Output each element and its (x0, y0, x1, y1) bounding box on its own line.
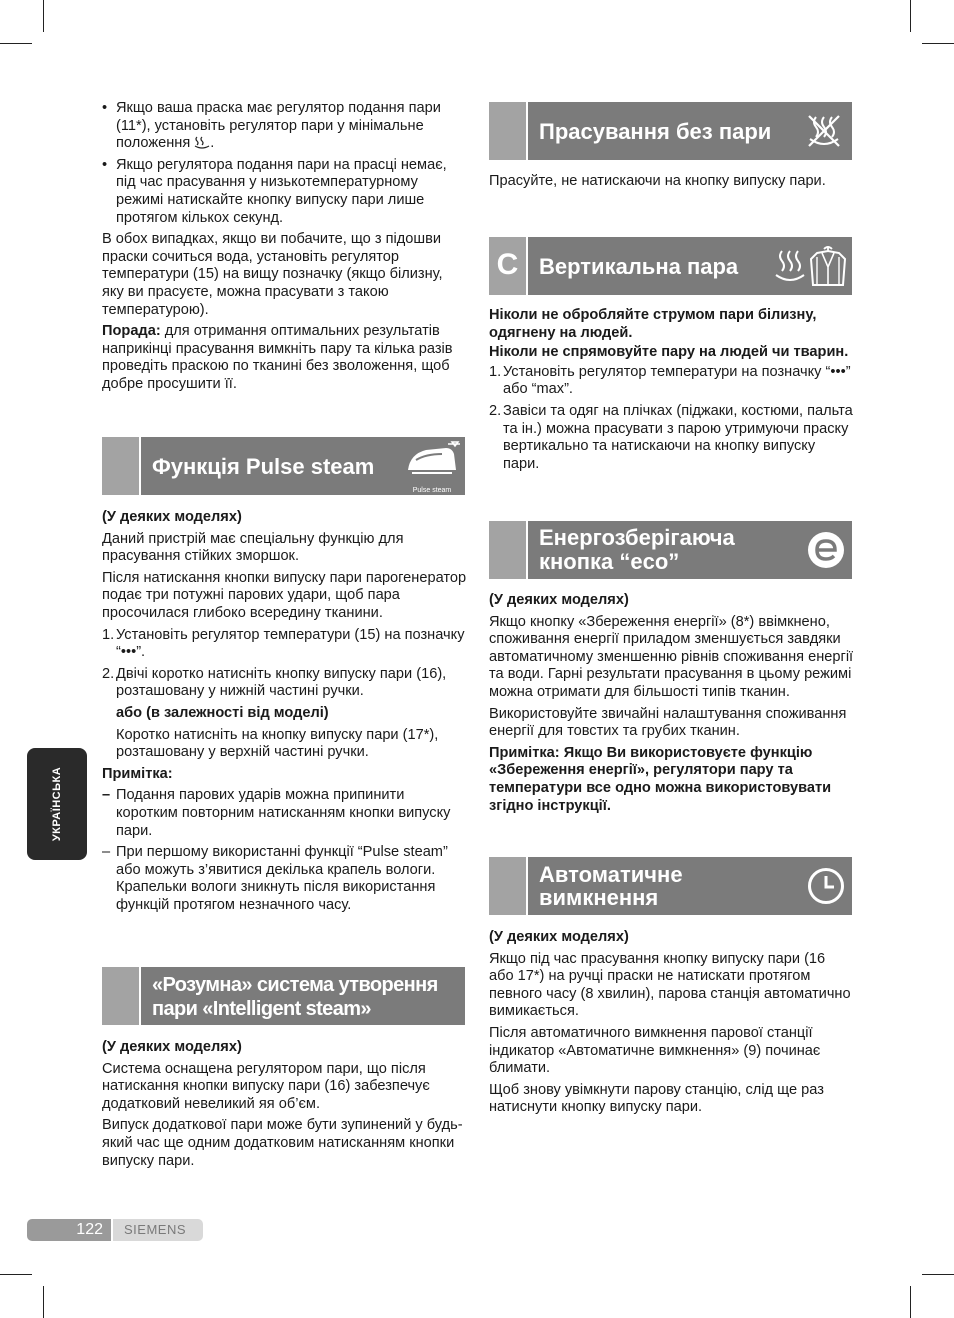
models-note: (У деяких моделях) (489, 592, 629, 608)
brand-name: SIEMENS (124, 1222, 187, 1237)
list-item: • Якщо ваша праска має регулятор подання пари (11*), установіть регулятор пари у мінімальне положення . (102, 100, 441, 152)
section-title: Автоматичне вимкнення (539, 862, 683, 910)
section-header-auto-off (489, 857, 852, 915)
page-number: 122 (76, 1221, 103, 1238)
list-item: • Якщо регулятора подання пари на прасці немає, під час прасування у низькотемпературному режимі натискайте кнопку випуску пари лише протягом кількох секунд. (102, 156, 447, 226)
paragraph: Після натискання кнопки випуску пари парогенератор подає три потужні парових удари, щоб пара просочилася глибоко всередину тканини. (102, 569, 467, 621)
eco-icon (807, 531, 845, 569)
jacket-icon (809, 245, 847, 287)
eco-body (489, 592, 855, 819)
list-item: – Подання парових ударів можна припинити коротким повторним натисканням кнопки випуску пари. (102, 787, 451, 839)
section-header-vertical-steam (489, 237, 852, 295)
note: Примітка: Якщо Ви використовуєте функцію «Збереження енергії», регулятори пару та температури все одно можна використовувати згідно інструкції. (489, 744, 832, 814)
section-header-dry-ironing (489, 102, 852, 160)
header-tab (102, 967, 139, 1025)
tip-label: Порада: (102, 323, 161, 340)
language-tab: УКРАЇНСЬКА (27, 748, 87, 860)
auto-off-body (489, 929, 853, 1121)
tab-letter: C (496, 248, 519, 281)
warning: Ніколи не спрямовуйте пару на людей чи тварин. (489, 344, 849, 361)
tip-text: для отримання оптимальних результатів наприкінці прасування вимкніть пару та кілька разів проведіть праскою по тканині без зволоження, щоб добре просушити її. (102, 323, 453, 392)
crop-mark (43, 1286, 44, 1318)
models-note: (У деяких моделях) (489, 929, 629, 945)
min-steam-icon (194, 136, 210, 149)
crop-mark (922, 43, 954, 44)
paragraph: Якщо кнопку «Збереження енергії» (8*) ввімкнено, споживання енергії приладом зменшується завдяки автоматичному зменшенню рівнів споживання енергії та води. Гарні результати прасування в цьому режимі можна отримати для більшості типів тканин. (489, 613, 854, 700)
header-tab (489, 857, 526, 915)
paragraph: Даний пристрій має спеціальну функцію для прасування стійких зморшок. (102, 530, 404, 565)
paragraph: Використовуйте звичайні налаштування споживання енергії для товстих та грубих тканин. (489, 705, 847, 740)
models-note: (У деяких моделях) (102, 509, 242, 525)
crop-mark (922, 1274, 954, 1275)
clock-icon (807, 867, 845, 905)
list-item: 2. Завіси та одяг на плічках (піджаки, костюми, пальта та ін.) можна прасувати з парою утримуючи праску вертикально та натискаючи на кнопку випуску пари. (489, 402, 853, 472)
header-tab (489, 102, 526, 160)
vertical-steam-icon (773, 245, 807, 287)
paragraph: Щоб знову увімкнути парову станцію, слід ще раз натиснути кнопку випуску пари. (489, 1081, 824, 1116)
crop-mark (0, 1274, 32, 1275)
paragraph: Прасуйте, не натискаючи на кнопку випуску пари. (489, 173, 826, 189)
crop-mark (910, 0, 911, 32)
note-label: Примітка: (102, 765, 173, 782)
section-title: «Розумна» система утворення пари «Intelligent steam» (152, 974, 438, 1020)
section-header-intelligent-steam (102, 967, 465, 1025)
list-item: 1. Установіть регулятор температури на позначку “•••” або “max”. (489, 363, 851, 398)
paragraph: Випуск додаткової пари може бути зупинений у будь-який час ще одним додатковим натисканням кнопки випуску пари. (102, 1117, 463, 1169)
crop-mark (43, 0, 44, 32)
models-note: (У деяких моделях) (102, 1039, 242, 1055)
no-steam-icon (804, 111, 844, 151)
brand-box (113, 1219, 203, 1241)
warning: Ніколи не обробляйте струмом пари білизну, одягнену на людей. (489, 307, 817, 341)
icon-caption: Pulse steam (412, 487, 452, 494)
list-item: – При першому використанні функції “Pulse steam” або можуть з’явитися декілька крапель вологи. Крапельки вологи зникнуть після використання функцій протягом незначного часу. (102, 844, 448, 913)
section-header-pulse-steam (102, 437, 465, 495)
section-title: Вертикальна пара (539, 254, 739, 279)
pulse-steam-icon (402, 440, 462, 492)
left-intro (102, 100, 467, 398)
paragraph: Коротко натисніть на кнопку випуску пари (17*), розташовану у верхній частині ручки. (116, 726, 439, 761)
page-number-box (27, 1219, 111, 1241)
crop-mark (0, 43, 32, 44)
section-title: Функція Pulse steam (152, 454, 375, 479)
header-tab (489, 237, 526, 295)
list-item: 2. Двічі коротко натисніть кнопку випуску пари (16), розташовану у нижній частині ручки. (102, 665, 447, 700)
or-label: або (в залежності від моделі) (116, 704, 329, 721)
crop-mark (910, 1286, 911, 1318)
section-header-eco (489, 521, 852, 579)
tip (102, 323, 467, 393)
paragraph: Якщо під час прасування кнопку випуску пари (16 або 17*) на ручці праски не натискати протягом певного часу (8 хвилин), парова станція автоматично вимикається. (489, 950, 851, 1020)
header-tab (102, 437, 139, 495)
header-tab (489, 521, 526, 579)
vertical-steam-body (489, 307, 853, 477)
paragraph: Після автоматичного вимкнення парової станції індикатор «Автоматичне вимкнення» (9) починає блимати. (489, 1024, 821, 1077)
section-title: Енергозберігаюча кнопка “eco” (539, 525, 735, 574)
dry-ironing-body (489, 173, 853, 195)
paragraph: В обох випадках, якщо ви побачите, що з підошви праски сочиться вода, установіть регулятор температури (15) на вищу позначку (якщо білизну, яку ви прасуєте, можна прасувати з такою температурою). (102, 231, 443, 318)
paragraph: Система оснащена регулятором пари, що після натискання кнопки випуску пари (16) забезпечує додатковий невеликий яя об’єм. (102, 1060, 430, 1112)
pulse-steam-body (102, 509, 467, 918)
intelligent-steam-body (102, 1039, 467, 1174)
list-item: 1. Установіть регулятор температури (15) на позначку “•••”. (102, 626, 465, 661)
section-title: Прасування без пари (539, 119, 772, 144)
